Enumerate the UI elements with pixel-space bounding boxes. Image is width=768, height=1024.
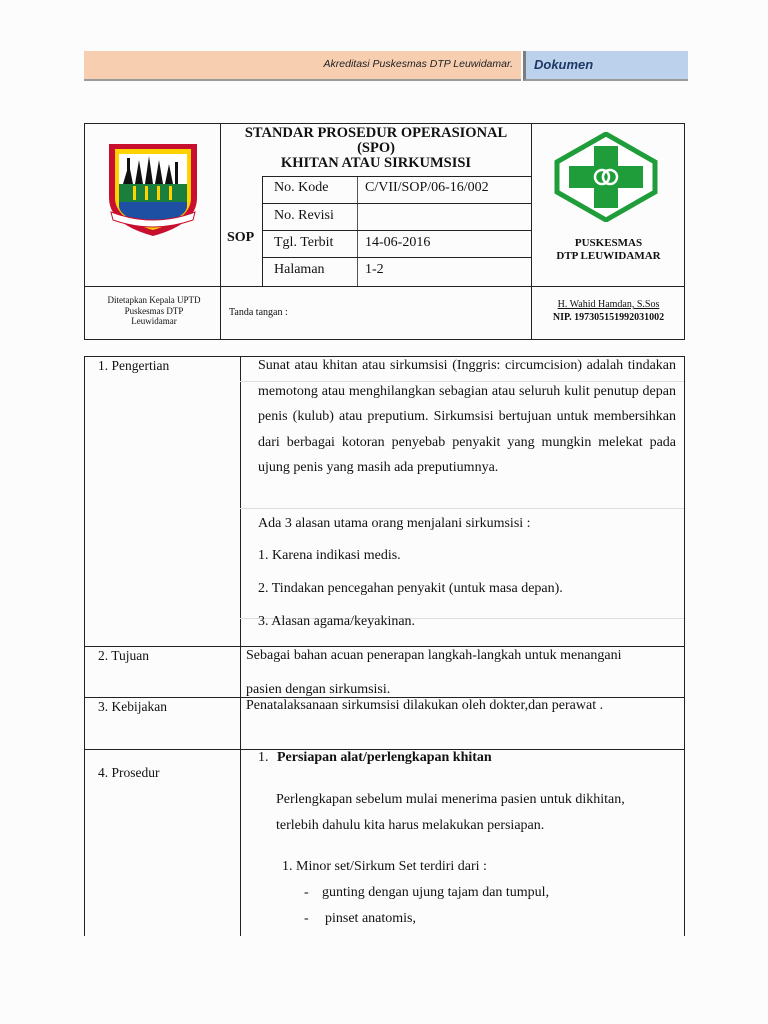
table-divider: [684, 356, 685, 936]
accreditation-banner: [84, 51, 521, 81]
section-label-tujuan: 2. Tujuan: [98, 648, 150, 663]
list-item-dash: -: [304, 885, 309, 900]
reason-item: 2. Tindakan pencegahan penyakit (untuk masa depan).: [258, 581, 563, 596]
list-item: gunting dengan ujung tajam dan tumpul,: [322, 885, 550, 900]
regency-crest-logo: [105, 140, 201, 238]
sop-label: SOP: [227, 230, 255, 245]
field-value-halaman: 1-2: [365, 262, 384, 277]
table-divider: [262, 176, 531, 177]
field-value-tgl-terbit: 14-06-2016: [365, 235, 431, 250]
puskesmas-name-line: PUSKESMAS: [574, 237, 643, 249]
table-divider: [240, 508, 684, 509]
ditetapkan-block: [89, 295, 219, 327]
ditetapkan-line: Leuwidamar: [131, 316, 177, 326]
signer-nip: NIP. 197305151992031002: [552, 312, 665, 323]
signature-label: Tanda tangan :: [229, 307, 288, 318]
list-item-dash: -: [304, 911, 309, 926]
sop-title: [221, 126, 531, 171]
sop-title-line: KHITAN ATAU SIRKUMSISI: [280, 155, 472, 171]
table-divider: [262, 257, 531, 258]
prosedur-step-title: Persiapan alat/perlengkapan khitan: [277, 750, 492, 765]
ditetapkan-line: Ditetapkan Kepala UPTD: [107, 295, 201, 305]
table-divider: [262, 230, 531, 231]
field-label-halaman: Halaman: [274, 262, 325, 277]
kebijakan-text: Penatalaksanaan sirkumsisi dilakukan oleh dokter,dan perawat .: [246, 698, 604, 713]
crest-shield-icon: [105, 140, 201, 238]
dokumen-text: Dokumen: [534, 57, 594, 72]
reason-item: 3. Alasan agama/keyakinan.: [258, 614, 416, 629]
dokumen-banner: [523, 51, 688, 81]
document-header: [84, 51, 685, 81]
sop-title-line: STANDAR PROSEDUR OPERASIONAL: [244, 125, 508, 141]
sop-title-line: (SPO): [357, 140, 395, 156]
tujuan-line: pasien dengan sirkumsisi.: [246, 682, 391, 697]
signer-block: [531, 298, 686, 324]
section-label-kebijakan: 3. Kebijakan: [98, 699, 167, 714]
prosedur-step-number: 1.: [258, 750, 269, 765]
table-divider: [262, 176, 263, 286]
field-label-no-kode: No. Kode: [274, 180, 329, 195]
puskesmas-name-line: DTP LEUWIDAMAR: [556, 250, 661, 262]
pengertian-paragraph: Sunat atau khitan atau sirkumsisi (Inggris: circumcision) adalah tindakan memotong atau menghilangkan sebagian atau seluruh kulit penutup depan penis (kulub) atau preputium. Sirkumsisi bertujuan untuk membersihkan dari berbagai kotoran penyebab penyakit yang mungkin melekat pada ujung penis yang masih ada preputiumnya.: [258, 358, 676, 475]
list-item: pinset anatomis,: [325, 911, 416, 926]
reasons-intro: Ada 3 alasan utama orang menjalani sirkumsisi :: [258, 516, 531, 531]
section-label-prosedur: 4. Prosedur: [98, 765, 160, 780]
signer-name: H. Wahid Hamdan, S.Sos: [557, 299, 660, 310]
puskesmas-cross-icon: [551, 132, 661, 222]
puskesmas-logo: [551, 132, 661, 222]
section-label-pengertian: 1. Pengertian: [98, 358, 170, 373]
prosedur-intro-line: terlebih dahulu kita harus melakukan persiapan.: [276, 818, 545, 833]
sop-body-table: [84, 356, 685, 946]
field-value-no-kode: C/VII/SOP/06-16/002: [365, 180, 489, 195]
table-divider: [85, 286, 685, 287]
sop-header-table: [84, 123, 685, 340]
reason-item: 1. Karena indikasi medis.: [258, 548, 401, 563]
prosedur-intro-line: Perlengkapan sebelum mulai menerima pasien untuk dikhitan,: [276, 792, 625, 807]
table-divider: [262, 203, 531, 204]
tujuan-line: Sebagai bahan acuan penerapan langkah-langkah untuk menangani: [246, 648, 622, 663]
table-divider: [357, 176, 358, 286]
puskesmas-name: [531, 237, 686, 263]
field-label-tgl-terbit: Tgl. Terbit: [274, 235, 334, 250]
accreditation-text: Akreditasi Puskesmas DTP Leuwidamar.: [323, 58, 513, 70]
prosedur-sub-item: 1. Minor set/Sirkum Set terdiri dari :: [282, 859, 487, 874]
field-label-no-revisi: No. Revisi: [274, 208, 334, 223]
ditetapkan-line: Puskesmas DTP: [124, 305, 184, 316]
table-divider: [84, 646, 684, 647]
